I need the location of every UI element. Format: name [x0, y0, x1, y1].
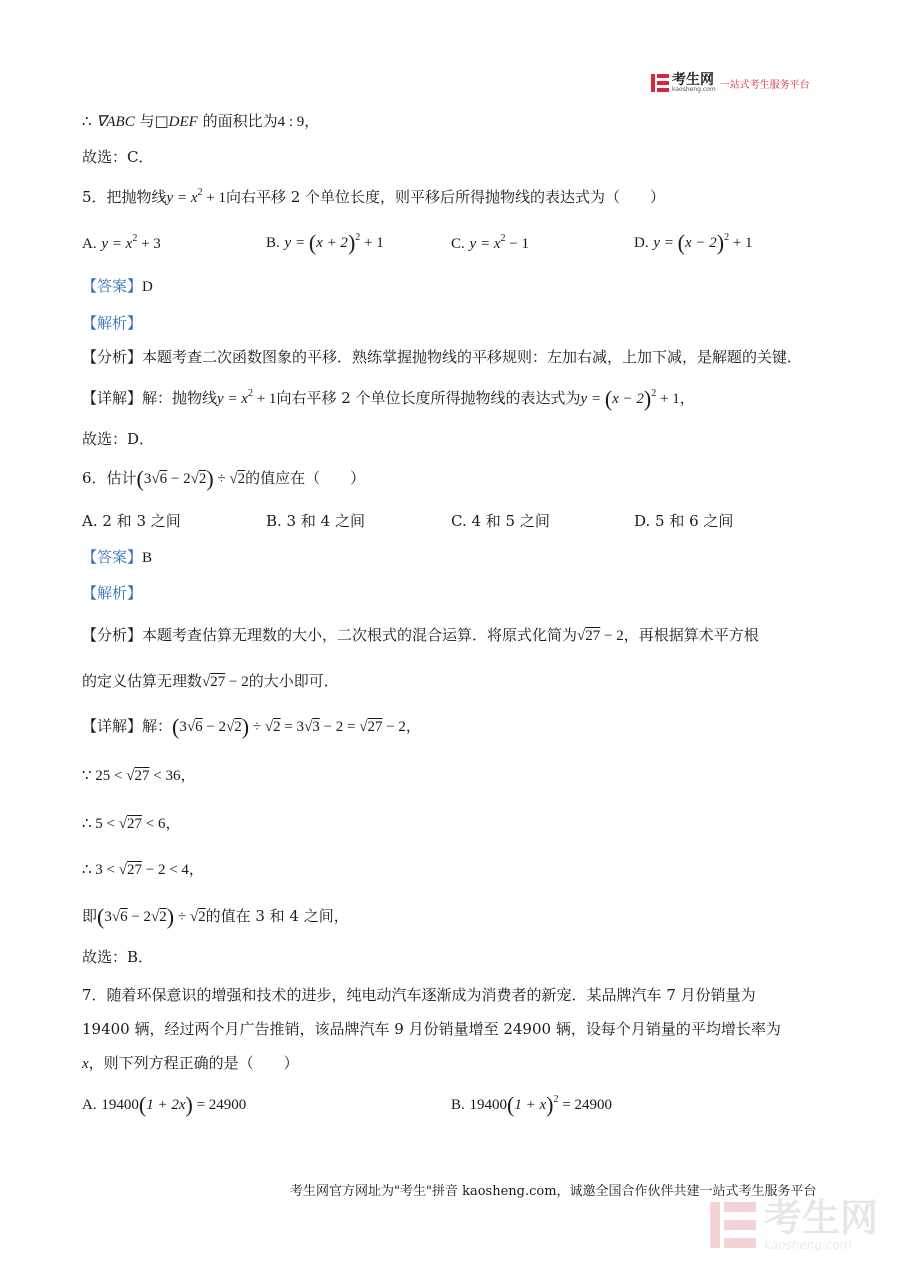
q5-xiangjie: 【详解】解：抛物线$y = x^2 + 1$向右平移 2 个单位长度所得抛物线的表达式为$y = (x - 2)^2 + 1$， — [82, 386, 695, 411]
q6-fenxi-2: 的定义估算无理数√27 − 2的大小即可． — [82, 672, 339, 690]
q6-option-d[interactable]: D. 5 和 6 之间 — [634, 512, 734, 530]
watermark-domain: kaosheng.com — [764, 1238, 852, 1252]
q5-option-a[interactable]: A. $y = x^2 + 3$ — [82, 233, 161, 252]
q7-option-b[interactable]: B. $19400(1 + x)^2 = 24900$ — [451, 1092, 612, 1117]
q6-choice: 故选：B． — [82, 948, 154, 966]
q6-option-c[interactable]: C. 4 和 5 之间 — [451, 512, 550, 530]
q6-option-b[interactable]: B. 3 和 4 之间 — [266, 512, 365, 530]
q7-stem-3: x，则下列方程正确的是（ ） — [82, 1054, 299, 1072]
logo-name: 考生网 — [672, 71, 714, 88]
q6-step-3: ∴ 3 < √27 − 2 < 4， — [82, 860, 204, 878]
q5-choice: 故选：D． — [82, 430, 155, 448]
logo-mark-icon — [651, 74, 669, 92]
conclusion-line: ∴ ∇ABC 与□DEF 的面积比为4 : 9， — [82, 112, 320, 130]
q6-step-4: 即(3√6 − 2√2) ÷ √2的值在 3 和 4 之间， — [82, 904, 349, 929]
choice-line: 故选：C． — [82, 148, 154, 166]
answer-tag: 【答案】 — [82, 548, 143, 566]
q5-option-b[interactable]: B. $y = (x + 2)^2 + 1$ — [266, 230, 384, 255]
q7-stem-1: 7．随着环保意识的增强和技术的进步，纯电动汽车逐渐成为消费者的新宠．某品牌汽车 7 月份销量为 — [82, 986, 756, 1004]
q6-step-1: ∵ 25 < √27 < 36， — [82, 766, 196, 784]
watermark-mark-icon — [710, 1202, 756, 1248]
q5-answer: 【答案】D — [82, 277, 153, 295]
q5-stem: 5．把抛物线$y = x^2 + 1$向右平移 2 个单位长度，则平移后所得抛物线的表达式为（ ） — [82, 187, 666, 206]
header-slogan: 一站式考生服务平台 — [719, 79, 810, 91]
answer-tag: 【答案】 — [82, 277, 143, 295]
q6-xiangjie: 【详解】解：(3√6 − 2√2) ÷ √2 = 3√3 − 2 = √27 − 2， — [82, 714, 421, 739]
watermark-logo — [710, 1198, 878, 1252]
q6-analysis-tag: 【解析】 — [82, 584, 143, 602]
q6-fenxi-1: 【分析】本题考查估算无理数的大小，二次根式的混合运算．将原式化简为√27 − 2，再根据算术平方根 — [82, 626, 759, 644]
watermark-name: 考生网 — [764, 1196, 879, 1240]
logo-domain: kaosheng.com — [672, 85, 716, 93]
q5-option-d[interactable]: D. $y = (x - 2)^2 + 1$ — [634, 230, 753, 255]
q5-analysis-tag: 【解析】 — [82, 314, 143, 332]
q7-option-a[interactable]: A. 19400(1 + 2x) = 24900 — [82, 1092, 247, 1117]
q6-step-2: ∴ 5 < √27 < 6， — [82, 814, 181, 832]
q6-stem: 6．估计(3√6 − 2√2) ÷ √2的值应在（ ） — [82, 466, 366, 491]
q5-option-c[interactable]: C. $y = x^2 - 1$ — [451, 233, 529, 252]
q7-stem-2: 19400 辆，经过两个月广告推销，该品牌汽车 9 月份销量增至 24900 辆，设每个月销量的平均增长率为 — [82, 1020, 781, 1038]
q6-option-a[interactable]: A. 2 和 3 之间 — [82, 512, 181, 530]
q6-answer: 【答案】B — [82, 548, 153, 566]
footer-text: 考生网官方网址为"考生"拼音 kaosheng.com，诚邀全国合作伙伴共建一站式考生服务平台 — [290, 1184, 817, 1199]
site-logo — [651, 72, 810, 94]
q5-fenxi: 【分析】本题考查二次函数图象的平移．熟练掌握抛物线的平移规则：左加右减，上加下减，是解题的关键． — [82, 348, 803, 366]
